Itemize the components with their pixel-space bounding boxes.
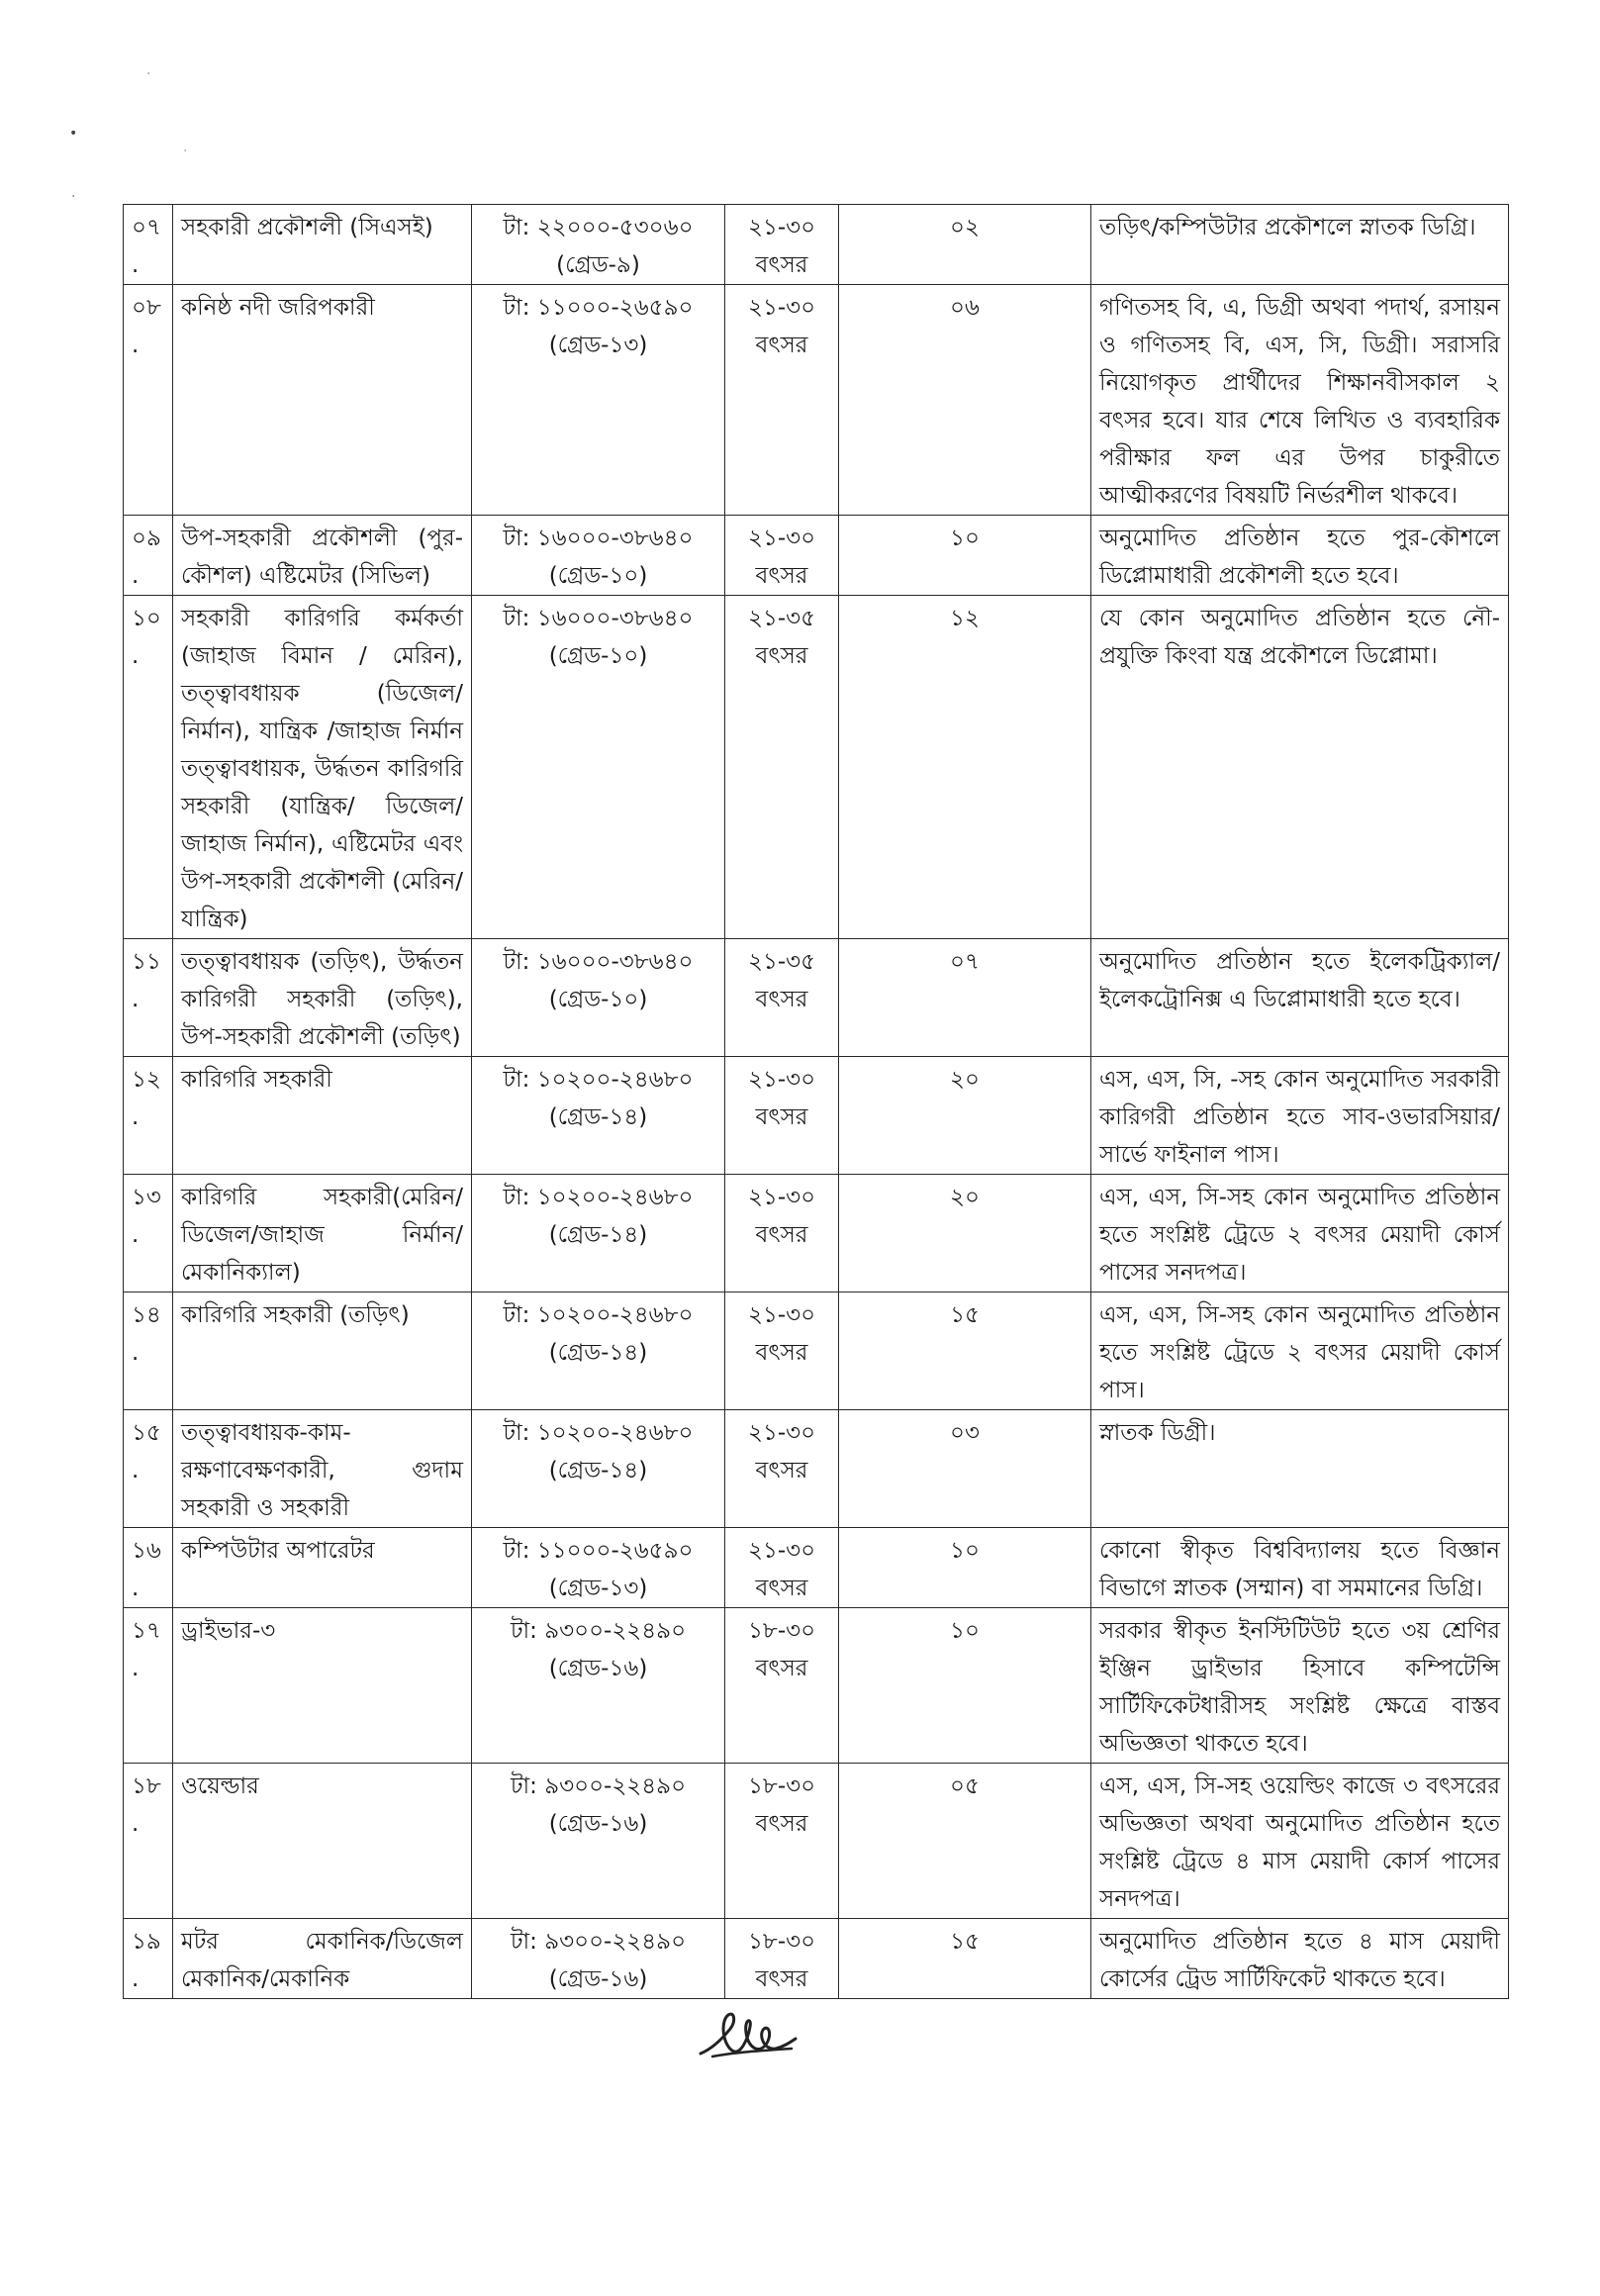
post-name-cell <box>173 1175 472 1292</box>
post-name: মটর মেকানিক/ডিজেল মেকানিক/মেকানিক <box>181 1929 463 1992</box>
age-limit-cell <box>725 285 839 516</box>
serial-number: ১৪. <box>132 1302 161 1366</box>
post-count-cell <box>839 1528 1091 1608</box>
post-count: ০২ <box>950 215 980 240</box>
pay-scale-cell <box>472 285 725 516</box>
pay-scale-cell <box>472 1919 725 1999</box>
qualification-cell <box>1091 1292 1509 1410</box>
post-count: ০৫ <box>950 1773 980 1799</box>
post-count-cell <box>839 205 1091 285</box>
post-name-cell <box>173 939 472 1057</box>
pay-scale: (গ্রেড-১৪) <box>548 1340 648 1366</box>
serial-number: ১৯. <box>132 1929 161 1992</box>
pay-scale: (গ্রেড-১৪) <box>548 1222 648 1248</box>
pay-scale-cell <box>472 205 725 285</box>
age-limit: বৎসর <box>755 1811 808 1837</box>
table-row <box>124 596 1509 939</box>
pay-scale: (গ্রেড-১০) <box>548 563 648 589</box>
post-name: কারিগরি সহকারী (তড়িৎ) <box>181 1302 410 1328</box>
serial-number-cell <box>124 1175 173 1292</box>
post-count: ১০ <box>950 1618 980 1644</box>
serial-number: ০৮. <box>132 295 161 358</box>
age-limit: ২১-৩০ <box>747 1420 816 1446</box>
post-name-cell <box>173 516 472 596</box>
age-limit: ২১-৩০ <box>747 526 816 551</box>
serial-number: ০৭. <box>132 215 161 278</box>
post-name-cell <box>173 1057 472 1175</box>
pay-scale: টা: ১০২০০-২৪৬৮০ <box>503 1185 694 1210</box>
table-row <box>124 1057 1509 1175</box>
age-limit: বৎসর <box>755 1104 808 1130</box>
qualification-cell <box>1091 205 1509 285</box>
pay-scale: (গ্রেড-১৬) <box>548 1966 648 1992</box>
pay-scale: (গ্রেড-১৩) <box>548 333 648 358</box>
pay-scale-cell <box>472 1292 725 1410</box>
post-count: ১২ <box>950 606 980 631</box>
age-limit-cell <box>725 1292 839 1410</box>
age-limit: বৎসর <box>755 252 808 278</box>
age-limit: বৎসর <box>755 1340 808 1366</box>
serial-number-cell <box>124 205 173 285</box>
pay-scale: টা: ৯৩০০-২২৪৯০ <box>510 1773 687 1799</box>
post-name: ড্রাইভার-৩ <box>181 1618 276 1644</box>
serial-number-cell <box>124 285 173 516</box>
pay-scale-cell <box>472 1057 725 1175</box>
age-limit-cell <box>725 1410 839 1528</box>
pay-scale-cell <box>472 596 725 939</box>
serial-number-cell <box>124 596 173 939</box>
post-name-cell <box>173 1528 472 1608</box>
age-limit-cell <box>725 939 839 1057</box>
serial-number-cell <box>124 1057 173 1175</box>
post-name-cell <box>173 1764 472 1919</box>
qualification: এস, এস, সি-সহ কোন অনুমোদিত প্রতিষ্ঠান হতে সংশ্লিষ্ট ট্রেডে ২ বৎসর মেয়াদী কোর্স পাস। <box>1099 1302 1500 1403</box>
age-limit: বৎসর <box>755 1966 808 1992</box>
qualification-cell <box>1091 596 1509 939</box>
age-limit: ১৮-৩০ <box>747 1618 816 1644</box>
post-name-cell <box>173 1608 472 1764</box>
post-count-cell <box>839 1764 1091 1919</box>
table-row <box>124 205 1509 285</box>
qualification: এস, এস, সি-সহ ওয়েল্ডিং কাজে ৩ বৎসরের অভিজ্ঞতা অথবা অনুমোদিত প্রতিষ্ঠান হতে সংশ্লিষ্ট ট্রেডে ৪ মাস মেয়াদী কোর্স পাসের সনদপত্র। <box>1099 1773 1500 1912</box>
post-name: তত্ত্বাবধায়ক-কাম-রক্ষণাবেক্ষণকারী, গুদাম সহকারী ও সহকারী <box>181 1420 463 1521</box>
table-row <box>124 516 1509 596</box>
serial-number: ১৭. <box>132 1618 161 1681</box>
table-row <box>124 1919 1509 1999</box>
age-limit-cell <box>725 1919 839 1999</box>
serial-number-cell <box>124 516 173 596</box>
qualification: সরকার স্বীকৃত ইনস্টিটিউট হতে ৩য় শ্রেণির ইঞ্জিন ড্রাইভার হিসাবে কম্পিটেন্সি সার্টিফিকেটধারীসহ সংশ্লিষ্ট ক্ষেত্রে বাস্তব অভিজ্ঞতা থাকতে হবে। <box>1099 1618 1500 1757</box>
pay-scale: (গ্রেড-১৬) <box>548 1656 648 1681</box>
age-limit: বৎসর <box>755 987 808 1012</box>
pay-scale: (গ্রেড-১৬) <box>548 1811 648 1837</box>
post-name-cell <box>173 1410 472 1528</box>
scan-speck: · <box>183 144 188 159</box>
qualification-cell <box>1091 1410 1509 1528</box>
pay-scale-cell <box>472 1175 725 1292</box>
serial-number-cell <box>124 1764 173 1919</box>
serial-number-cell <box>124 939 173 1057</box>
qualification: অনুমোদিত প্রতিষ্ঠান হতে পুর-কৌশলে ডিপ্লোমাধারী প্রকৌশলী হতে হবে। <box>1099 526 1500 589</box>
table-row <box>124 1608 1509 1764</box>
pay-scale: টা: ১৬০০০-৩৮৬৪০ <box>503 606 694 631</box>
post-count: ০৩ <box>950 1420 980 1446</box>
signature-icon <box>693 1999 801 2068</box>
qualification: তড়িৎ/কম্পিউটার প্রকৌশলে স্নাতক ডিগ্রি। <box>1099 215 1476 240</box>
age-limit-cell <box>725 1528 839 1608</box>
pay-scale: (গ্রেড-১০) <box>548 643 648 669</box>
pay-scale: (গ্রেড-১৪) <box>548 1104 648 1130</box>
age-limit: বৎসর <box>755 1656 808 1681</box>
table-row <box>124 1410 1509 1528</box>
post-count: ১০ <box>950 526 980 551</box>
age-limit: ২১-৩৫ <box>747 606 816 631</box>
age-limit-cell <box>725 596 839 939</box>
qualification-cell <box>1091 939 1509 1057</box>
qualification-cell <box>1091 1764 1509 1919</box>
pay-scale: টা: ১০২০০-২৪৬৮০ <box>503 1302 694 1328</box>
pay-scale: টা: ১১০০০-২৬৫৯০ <box>503 295 694 321</box>
serial-number-cell <box>124 1410 173 1528</box>
serial-number: ১১. <box>132 949 161 1012</box>
serial-number-cell <box>124 1528 173 1608</box>
qualification-cell <box>1091 1057 1509 1175</box>
age-limit: বৎসর <box>755 1458 808 1483</box>
pay-scale-cell <box>472 1608 725 1764</box>
qualification: অনুমোদিত প্রতিষ্ঠান হতে ৪ মাস মেয়াদী কোর্সের ট্রেড সার্টিফিকেট থাকতে হবে। <box>1099 1929 1500 1992</box>
post-count: ০৬ <box>950 295 980 321</box>
pay-scale-cell <box>472 1528 725 1608</box>
age-limit: বৎসর <box>755 563 808 589</box>
age-limit: বৎসর <box>755 1222 808 1248</box>
serial-number-cell <box>124 1292 173 1410</box>
age-limit: ২১-৩০ <box>747 1185 816 1210</box>
post-name: তত্ত্বাবধায়ক (তড়িৎ), উর্দ্ধতন কারিগরী সহকারী (তড়িৎ), উপ-সহকারী প্রকৌশলী (তড়িৎ) <box>181 949 463 1050</box>
serial-number: ০৯. <box>132 526 161 589</box>
qualification-cell <box>1091 1175 1509 1292</box>
qualification: এস, এস, সি-সহ কোন অনুমোদিত প্রতিষ্ঠান হতে সংশ্লিষ্ট ট্রেডে ২ বৎসর মেয়াদী কোর্স পাসের সনদপত্র। <box>1099 1185 1500 1286</box>
pay-scale: টা: ১৬০০০-৩৮৬৪০ <box>503 526 694 551</box>
serial-number: ১৮. <box>132 1773 161 1837</box>
pay-scale: টা: ২২০০০-৫৩০৬০ <box>503 215 694 240</box>
post-count-cell <box>839 596 1091 939</box>
pay-scale: (গ্রেড-১৩) <box>548 1576 648 1601</box>
post-name: উপ-সহকারী প্রকৌশলী (পুর-কৌশল) এষ্টিমেটর (সিভিল) <box>181 526 463 589</box>
post-count-cell <box>839 1410 1091 1528</box>
post-name: ওয়েল্ডার <box>181 1773 259 1799</box>
table-row <box>124 939 1509 1057</box>
post-count-cell <box>839 939 1091 1057</box>
serial-number: ১৫. <box>132 1420 161 1483</box>
age-limit-cell <box>725 1057 839 1175</box>
post-name-cell <box>173 596 472 939</box>
scan-speck: • <box>69 126 78 142</box>
serial-number: ১০. <box>132 606 161 669</box>
qualification-cell <box>1091 1608 1509 1764</box>
post-count-cell <box>839 285 1091 516</box>
post-count: ২০ <box>950 1067 980 1093</box>
age-limit-cell <box>725 1608 839 1764</box>
serial-number: ১৩. <box>132 1185 161 1248</box>
pay-scale-cell <box>472 939 725 1057</box>
serial-number: ১২. <box>132 1067 161 1130</box>
age-limit: ২১-৩৫ <box>747 949 816 975</box>
post-count: ২০ <box>950 1185 980 1210</box>
post-count-cell <box>839 1919 1091 1999</box>
age-limit: ১৮-৩০ <box>747 1773 816 1799</box>
post-name-cell <box>173 1919 472 1999</box>
qualification-cell <box>1091 516 1509 596</box>
pay-scale: (গ্রেড-১০) <box>548 987 648 1012</box>
post-count: ১৫ <box>950 1929 980 1955</box>
pay-scale: (গ্রেড-৯) <box>556 252 640 278</box>
qualification: গণিতসহ বি, এ, ডিগ্রী অথবা পদার্থ, রসায়ন ও গণিতসহ বি, এস, সি, ডিগ্রী। সরাসরি নিয়োগকৃত প্রার্থীদের শিক্ষানবীসকাল ২ বৎসর হবে। যার শেষে লিখিত ও ব্যবহারিক পরীক্ষার ফল এর উপর চাকুরীতে আত্মীকরণের বিষয়টি নির্ভরশীল থাকবে। <box>1099 295 1500 509</box>
post-name: কম্পিউটার অপারেটর <box>181 1538 375 1564</box>
age-limit-cell <box>725 1175 839 1292</box>
post-count-cell <box>839 1057 1091 1175</box>
age-limit: ২১-৩০ <box>747 1538 816 1564</box>
age-limit: ২১-৩০ <box>747 1302 816 1328</box>
post-count-cell <box>839 1175 1091 1292</box>
post-name: সহকারী প্রকৌশলী (সিএসই) <box>181 215 433 240</box>
pay-scale-cell <box>472 1410 725 1528</box>
pay-scale-cell <box>472 1764 725 1919</box>
table-row <box>124 1528 1509 1608</box>
serial-number: ১৬. <box>132 1538 161 1601</box>
post-name: কনিষ্ঠ নদী জরিপকারী <box>181 295 375 321</box>
age-limit-cell <box>725 516 839 596</box>
post-count: ০৭ <box>950 949 980 975</box>
post-count-cell <box>839 1292 1091 1410</box>
scan-speck: · <box>71 189 76 205</box>
age-limit: বৎসর <box>755 643 808 669</box>
pay-scale: টা: ১০২০০-২৪৬৮০ <box>503 1067 694 1093</box>
post-name-cell <box>173 1292 472 1410</box>
post-count-cell <box>839 516 1091 596</box>
age-limit: বৎসর <box>755 333 808 358</box>
qualification: স্নাতক ডিগ্রী। <box>1099 1420 1216 1446</box>
job-posts-table <box>123 204 1509 1999</box>
table-row <box>124 285 1509 516</box>
post-count: ১০ <box>950 1538 980 1564</box>
qualification-cell <box>1091 1528 1509 1608</box>
pay-scale: টা: ১১০০০-২৬৫৯০ <box>503 1538 694 1564</box>
qualification-cell <box>1091 285 1509 516</box>
serial-number-cell <box>124 1608 173 1764</box>
scan-speck: · <box>146 66 151 82</box>
serial-number-cell <box>124 1919 173 1999</box>
age-limit: ২১-৩০ <box>747 215 816 240</box>
age-limit: ১৮-৩০ <box>747 1929 816 1955</box>
pay-scale: টা: ৯৩০০-২২৪৯০ <box>510 1618 687 1644</box>
age-limit-cell <box>725 1764 839 1919</box>
post-name-cell <box>173 205 472 285</box>
qualification: এস, এস, সি, -সহ কোন অনুমোদিত সরকারী কারিগরী প্রতিষ্ঠান হতে সাব-ওভারসিয়ার/সার্ভে ফাইনাল পাস। <box>1099 1067 1500 1168</box>
table-row <box>124 1764 1509 1919</box>
post-count-cell <box>839 1608 1091 1764</box>
post-name: কারিগরি সহকারী(মেরিন/ ডিজেল/জাহাজ নির্মান/ মেকানিক্যাল) <box>181 1185 463 1286</box>
table-row <box>124 1292 1509 1410</box>
post-count: ১৫ <box>950 1302 980 1328</box>
pay-scale: (গ্রেড-১৪) <box>548 1458 648 1483</box>
pay-scale-cell <box>472 516 725 596</box>
qualification: কোনো স্বীকৃত বিশ্ববিদ্যালয় হতে বিজ্ঞান বিভাগে স্নাতক (সম্মান) বা সমমানের ডিগ্রি। <box>1099 1538 1500 1601</box>
qualification: যে কোন অনুমোদিত প্রতিষ্ঠান হতে নৌ-প্রযুক্তি কিংবা যন্ত্র প্রকৌশলে ডিপ্লোমা। <box>1099 606 1500 669</box>
age-limit-cell <box>725 205 839 285</box>
post-name-cell <box>173 285 472 516</box>
age-limit: ২১-৩০ <box>747 1067 816 1093</box>
pay-scale: টা: ১০২০০-২৪৬৮০ <box>503 1420 694 1446</box>
pay-scale: টা: ১৬০০০-৩৮৬৪০ <box>503 949 694 975</box>
age-limit: ২১-৩০ <box>747 295 816 321</box>
post-name: কারিগরি সহকারী <box>181 1067 332 1093</box>
qualification: অনুমোদিত প্রতিষ্ঠান হতে ইলেকট্রিক্যাল/ ইলেকট্রোনিক্স এ ডিপ্লোমাধারী হতে হবে। <box>1099 949 1500 1012</box>
qualification-cell <box>1091 1919 1509 1999</box>
pay-scale: টা: ৯৩০০-২২৪৯০ <box>510 1929 687 1955</box>
post-name: সহকারী কারিগরি কর্মকর্তা (জাহাজ বিমান / মেরিন), তত্ত্বাবধায়ক (ডিজেল/ নির্মান), যান্ত্রিক /জাহাজ নির্মান তত্ত্বাবধায়ক, উর্দ্ধতন কারিগরি সহকারী (যান্ত্রিক/ ডিজেল/ জাহাজ নির্মান), এষ্টিমেটর এবং উপ-সহকারী প্রকৌশলী (মেরিন/যান্ত্রিক) <box>181 606 463 932</box>
age-limit: বৎসর <box>755 1576 808 1601</box>
table-row <box>124 1175 1509 1292</box>
